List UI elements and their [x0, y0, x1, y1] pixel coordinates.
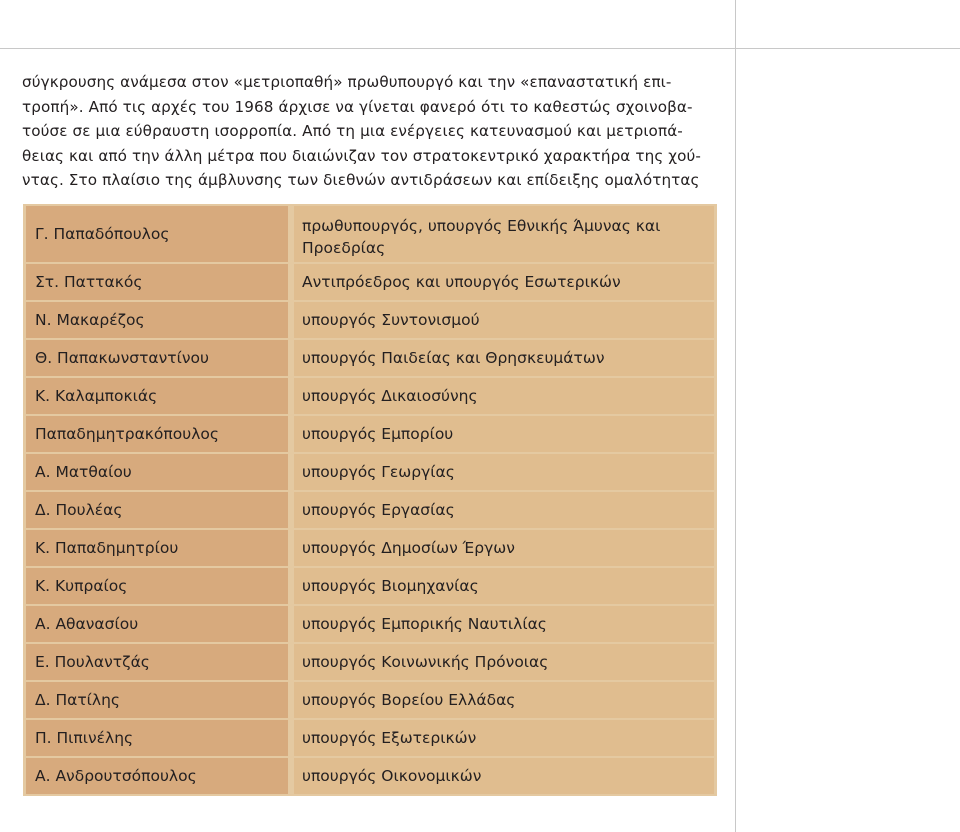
- minister-name: Στ. Παττακός: [26, 264, 288, 300]
- paragraph-line: ντας. Στο πλαίσιο της άμβλυνσης των διεθνών αντιδράσεων και επίδειξης ομαλότητας: [22, 171, 700, 189]
- ministry-role: υπουργός Εμπορίου: [294, 416, 714, 452]
- table-row: [23, 644, 717, 680]
- body-paragraph: [22, 70, 734, 193]
- table-row: [23, 492, 717, 528]
- top-horizontal-rule: [0, 48, 960, 49]
- table-row: [23, 378, 717, 414]
- minister-name: Α. Ανδρουτσόπουλος: [26, 758, 288, 794]
- table-row: [23, 340, 717, 376]
- minister-name: Ε. Πουλαντζάς: [26, 644, 288, 680]
- minister-name: Θ. Παπακωνσταντίνου: [26, 340, 288, 376]
- table-row: [23, 206, 717, 262]
- ministry-role: [294, 206, 714, 262]
- minister-name: Π. Πιπινέλης: [26, 720, 288, 756]
- minister-name: Α. Αθανασίου: [26, 606, 288, 642]
- paragraph-line: σύγκρουσης ανάμεσα στον «μετριοπαθή» πρωθυπουργό και την «επαναστατική επι-: [22, 73, 672, 91]
- minister-name: Δ. Πουλέας: [26, 492, 288, 528]
- cabinet-table: [23, 204, 717, 796]
- ministry-role: Αντιπρόεδρος και υπουργός Εσωτερικών: [294, 264, 714, 300]
- ministry-role: υπουργός Οικονομικών: [294, 758, 714, 794]
- ministry-role: υπουργός Κοινωνικής Πρόνοιας: [294, 644, 714, 680]
- table-row: [23, 758, 717, 794]
- ministry-role: υπουργός Εργασίας: [294, 492, 714, 528]
- ministry-role: υπουργός Συντονισμού: [294, 302, 714, 338]
- table-row: [23, 264, 717, 300]
- ministry-role: υπουργός Βιομηχανίας: [294, 568, 714, 604]
- table-row: [23, 682, 717, 718]
- table-row: [23, 454, 717, 490]
- margin-vertical-rule: [735, 0, 736, 832]
- ministry-role: υπουργός Παιδείας και Θρησκευμάτων: [294, 340, 714, 376]
- paragraph-line: τούσε σε μια εύθραυστη ισορροπία. Από τη μια ενέργειες κατευνασμού και μετριοπά-: [22, 122, 683, 140]
- table-row: [23, 720, 717, 756]
- table-row: [23, 302, 717, 338]
- minister-name: Δ. Πατίλης: [26, 682, 288, 718]
- minister-name: Ν. Μακαρέζος: [26, 302, 288, 338]
- ministry-role: υπουργός Βορείου Ελλάδας: [294, 682, 714, 718]
- ministry-role: υπουργός Δικαιοσύνης: [294, 378, 714, 414]
- ministry-role-line: Προεδρίας: [302, 239, 386, 257]
- ministry-role: υπουργός Εμπορικής Ναυτιλίας: [294, 606, 714, 642]
- paragraph-line: θειας και από την άλλη μέτρα που διαιώνιζαν τον στρατοκεντρικό χαρακτήρα της χού-: [22, 146, 701, 165]
- table-row: [23, 416, 717, 452]
- ministry-role: υπουργός Γεωργίας: [294, 454, 714, 490]
- ministry-role: υπουργός Δημοσίων Έργων: [294, 530, 714, 566]
- paragraph-line: τροπή». Από τις αρχές του 1968 άρχισε να γίνεται φανερό ότι το καθεστώς σχοινοβα-: [22, 97, 693, 116]
- table-row: [23, 530, 717, 566]
- minister-name: Γ. Παπαδόπουλος: [26, 206, 288, 262]
- ministry-role-line: πρωθυπουργός, υπουργός Εθνικής Άμυνας και: [302, 217, 661, 235]
- minister-name: Κ. Παπαδημητρίου: [26, 530, 288, 566]
- minister-name: Α. Ματθαίου: [26, 454, 288, 490]
- minister-name: Κ. Κυπραίος: [26, 568, 288, 604]
- minister-name: Παπαδημητρακόπουλος: [26, 416, 288, 452]
- table-row: [23, 568, 717, 604]
- minister-name: Κ. Καλαμποκιάς: [26, 378, 288, 414]
- ministry-role: υπουργός Εξωτερικών: [294, 720, 714, 756]
- table-row: [23, 606, 717, 642]
